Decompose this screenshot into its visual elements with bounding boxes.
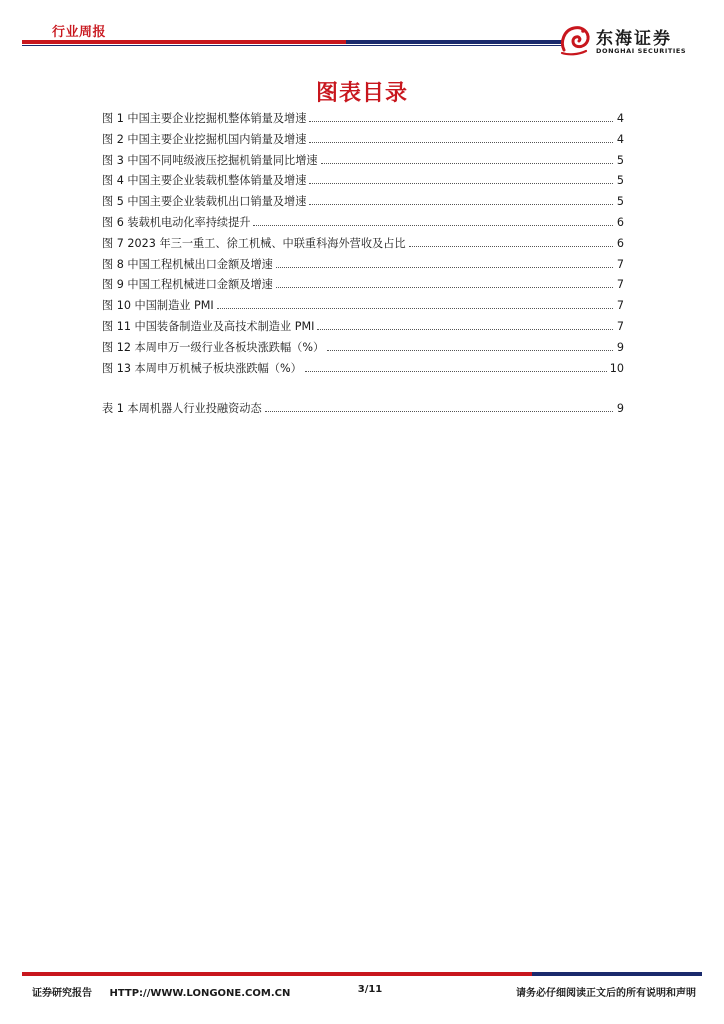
toc-entry-label: 图 7 2023 年三一重工、徐工机械、中联重科海外营收及占比	[102, 236, 406, 250]
header-divider	[22, 40, 562, 44]
logo-text-en: DONGHAI SECURITIES	[596, 47, 687, 55]
toc-entry-label: 图 10 中国制造业 PMI	[102, 299, 214, 313]
toc-entry-label: 表 1 本周机器人行业投融资动态	[102, 402, 262, 416]
company-logo	[556, 20, 706, 58]
toc-entry-page: 10	[609, 361, 624, 375]
toc-figure-entry[interactable]	[102, 150, 624, 171]
toc-figure-entry[interactable]	[102, 233, 624, 254]
page-number: 3/11	[357, 984, 383, 995]
toc-entry-label: 图 5 中国主要企业装载机出口销量及增速	[102, 195, 307, 209]
footer-divider	[22, 972, 702, 976]
figure-list	[102, 108, 624, 378]
toc-dot-leader	[309, 191, 613, 205]
toc-entry-label: 图 12 本周申万一级行业各板块涨跌幅（%）	[102, 340, 325, 354]
logo-text-cn: 东海证券	[596, 29, 672, 49]
toc-figure-entry[interactable]	[102, 316, 624, 337]
toc-entry-label: 图 8 中国工程机械出口金额及增速	[102, 257, 273, 271]
toc-figure-entry[interactable]	[102, 212, 624, 233]
toc-entry-label: 图 2 中国主要企业挖掘机国内销量及增速	[102, 132, 307, 146]
toc-entry-label: 图 1 中国主要企业挖掘机整体销量及增速	[102, 112, 307, 125]
toc-dot-leader	[309, 170, 613, 184]
toc-figure-entry[interactable]	[102, 254, 624, 275]
toc-dot-leader	[265, 398, 613, 412]
toc-dot-leader	[327, 337, 613, 351]
toc-entry-label: 图 3 中国不同吨级液压挖掘机销量同比增速	[102, 153, 318, 167]
footer-left	[32, 984, 290, 999]
toc-figure-entry[interactable]	[102, 358, 624, 379]
dragon-logo-icon	[556, 20, 594, 58]
toc-entry-label: 图 6 装载机电动化率持续提升	[102, 215, 251, 229]
toc-dot-leader	[276, 254, 613, 268]
toc-figure-entry[interactable]	[102, 191, 624, 212]
toc-entry-page: 6	[616, 215, 624, 229]
toc-entry-page: 7	[616, 278, 624, 292]
toc-entry-page: 4	[616, 112, 624, 125]
page-title: 图表目录	[315, 81, 408, 106]
toc-entry-page: 7	[616, 299, 624, 313]
table-list	[102, 398, 624, 419]
toc-dot-leader	[305, 358, 607, 372]
toc-entry-page: 4	[616, 132, 624, 146]
toc-figure-entry[interactable]	[102, 129, 624, 150]
toc-entry-page: 9	[616, 340, 624, 354]
toc-figure-entry[interactable]	[102, 108, 624, 129]
footer-website-link[interactable]: HTTP://WWW.LONGONE.COM.CN	[109, 988, 291, 999]
footer-report-type: 证券研究报告	[32, 988, 92, 999]
toc-dot-leader	[309, 108, 613, 122]
header-label: 行业周报	[52, 25, 107, 40]
toc-dot-leader	[317, 316, 613, 330]
toc-entry-page: 5	[616, 195, 624, 209]
footer-disclaimer: 请务必仔细阅读正文后的所有说明和声明	[516, 988, 696, 999]
toc-entry-label: 图 4 中国主要企业装载机整体销量及增速	[102, 174, 307, 188]
toc-dot-leader	[409, 233, 613, 247]
toc-dot-leader	[276, 274, 613, 288]
toc-figure-entry[interactable]	[102, 170, 624, 191]
toc-entry-page: 7	[616, 319, 624, 333]
toc-entry-page: 9	[616, 402, 624, 416]
toc-dot-leader	[253, 212, 613, 226]
toc-entry-page: 6	[616, 236, 624, 250]
toc-entry-page: 5	[616, 153, 624, 167]
toc-figure-entry[interactable]	[102, 295, 624, 316]
toc-figure-entry[interactable]	[102, 337, 624, 358]
table-of-figures	[102, 108, 624, 419]
toc-figure-entry[interactable]	[102, 274, 624, 295]
toc-entry-page: 7	[616, 257, 624, 271]
toc-dot-leader	[309, 129, 613, 143]
toc-spacer	[102, 378, 624, 398]
toc-entry-page: 5	[616, 174, 624, 188]
header-divider-thin	[22, 45, 562, 46]
toc-dot-leader	[217, 295, 613, 309]
toc-entry-label: 图 9 中国工程机械进口金额及增速	[102, 278, 273, 292]
toc-entry-label: 图 11 中国装备制造业及高技术制造业 PMI	[102, 319, 315, 333]
toc-dot-leader	[321, 150, 613, 164]
toc-table-entry[interactable]	[102, 398, 624, 419]
toc-entry-label: 图 13 本周申万机械子板块涨跌幅（%）	[102, 361, 302, 375]
